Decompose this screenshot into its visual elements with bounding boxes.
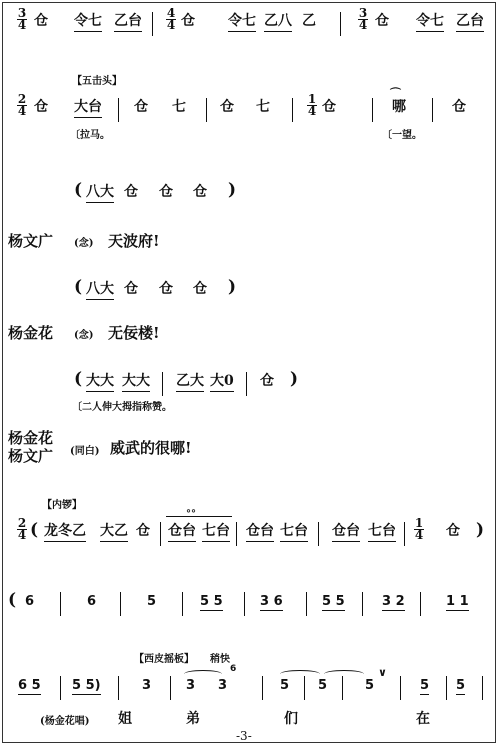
breath-mark: ∨	[378, 666, 387, 679]
score-line-2	[0, 87, 500, 128]
percussion-syllable: 乙台	[456, 12, 484, 32]
close-paren: )	[290, 369, 299, 389]
jianpu-note: 5	[147, 594, 157, 609]
close-paren: )	[476, 520, 485, 540]
close-paren: )	[228, 180, 237, 200]
percussion-syllable: 乙台	[114, 12, 142, 32]
jianpu-note: 5	[456, 678, 466, 693]
jianpu-note: 3	[142, 678, 152, 693]
percussion-syllable: 大0	[210, 372, 234, 392]
barline	[420, 592, 421, 616]
slur	[184, 670, 222, 678]
percussion-syllable: 仓台	[332, 522, 360, 542]
barline	[292, 98, 293, 122]
barline	[304, 676, 305, 700]
section-label: 【五击头】	[72, 76, 122, 87]
barline	[372, 98, 373, 122]
percussion-phrase	[0, 277, 500, 310]
percussion-syllable: 仓	[124, 281, 138, 297]
time-signature: $\frac{3}{4}$	[358, 6, 368, 32]
percussion-syllable: 仓	[136, 523, 150, 539]
barline	[60, 592, 61, 616]
percussion-syllable: 乙	[302, 13, 316, 29]
barline	[162, 372, 163, 396]
jianpu-note: 5 5	[200, 594, 223, 609]
barline	[120, 592, 121, 616]
jianpu-note: 5 5)	[72, 678, 101, 693]
percussion-syllable: 仓	[181, 13, 195, 29]
delivery-mode: (念)	[74, 238, 94, 249]
percussion-syllable: 仓	[193, 184, 207, 200]
percussion-syllable: 令七	[74, 12, 102, 32]
percussion-syllable: 八大	[86, 280, 114, 300]
barline	[160, 522, 161, 546]
delivery-mode: (同白)	[70, 446, 100, 457]
percussion-syllable: 八大	[86, 183, 114, 203]
percussion-syllable: 仓	[124, 184, 138, 200]
barline	[118, 98, 119, 122]
barline	[170, 676, 171, 700]
time-signature: $\frac{1}{4}$	[414, 516, 424, 542]
percussion-syllable: 仓台	[168, 522, 196, 542]
delivery-mode: (念)	[74, 330, 94, 341]
score-line-1	[0, 6, 500, 42]
barline	[182, 592, 183, 616]
barline	[404, 522, 405, 546]
percussion-syllable: 仓台	[246, 522, 274, 542]
open-paren: (	[30, 520, 39, 540]
open-paren: (	[8, 590, 17, 610]
character-name: 杨文广	[8, 232, 54, 250]
open-paren: (	[74, 180, 83, 200]
percussion-syllable: 仓	[159, 184, 173, 200]
score-line-8	[0, 664, 500, 706]
barline	[246, 372, 247, 396]
character-name: 杨金花	[8, 324, 54, 342]
percussion-syllable: 七	[256, 99, 270, 115]
jianpu-note: 6 5	[18, 678, 41, 693]
jianpu-note: 6	[25, 594, 35, 609]
percussion-syllable: 仓	[134, 99, 148, 115]
stage-direction: 〔一望。	[382, 130, 422, 141]
spoken-line: 无佞楼!	[108, 324, 160, 342]
percussion-syllable: 乙大	[176, 372, 204, 392]
close-paren: )	[228, 277, 237, 297]
time-signature: $\frac{4}{4}$	[166, 6, 176, 32]
barline	[400, 676, 401, 700]
jianpu-note: 3	[218, 678, 228, 693]
spoken-line: 天波府!	[108, 232, 160, 250]
section-label: 【西皮摇板】	[134, 654, 194, 665]
grace-note: 6	[230, 664, 237, 674]
barline	[244, 592, 245, 616]
percussion-syllable: 仓	[322, 99, 336, 115]
percussion-syllable: 大大	[122, 372, 150, 392]
stage-direction: 〔二人伸大拇指称赞。	[72, 402, 172, 413]
barline	[262, 676, 263, 700]
barline	[432, 98, 433, 122]
barline	[482, 676, 483, 700]
percussion-syllable: 龙冬乙	[44, 522, 86, 542]
slur	[324, 670, 364, 678]
volta-bracket	[166, 516, 232, 517]
percussion-syllable: 七台	[368, 522, 396, 542]
time-signature: $\frac{1}{4}$	[307, 92, 317, 118]
open-paren: (	[74, 369, 83, 389]
jianpu-note: 5 5	[322, 594, 345, 609]
jianpu-note: 6	[87, 594, 97, 609]
jianpu-note: 3	[186, 678, 196, 693]
lyric: 姐	[118, 711, 132, 727]
barline	[306, 592, 307, 616]
percussion-syllable: 大台	[74, 98, 102, 118]
page-number: -3-	[236, 729, 252, 743]
percussion-syllable: 仓	[34, 13, 48, 29]
percussion-syllable: 仓	[452, 99, 466, 115]
fermata-mark: ⌒	[390, 87, 401, 100]
percussion-syllable: 七台	[280, 522, 308, 542]
jianpu-note: 5	[318, 678, 328, 693]
repeat-dots: °°	[186, 509, 196, 520]
jianpu-note: 3 6	[260, 594, 283, 609]
percussion-syllable: 大乙	[100, 522, 128, 542]
percussion-syllable: 仓	[220, 99, 234, 115]
time-signature: $\frac{3}{4}$	[17, 6, 27, 32]
barline	[318, 522, 319, 546]
barline	[446, 676, 447, 700]
percussion-syllable: 仓	[193, 281, 207, 297]
lyric: 弟	[186, 711, 200, 727]
percussion-syllable: 七台	[202, 522, 230, 542]
score-line-6	[0, 509, 500, 552]
score-line-7	[0, 592, 500, 622]
percussion-syllable: 大大	[86, 372, 114, 392]
slur	[280, 670, 320, 678]
jianpu-note: 3 2	[382, 594, 405, 609]
section-label: 【内锣】	[42, 500, 82, 511]
jianpu-note: 5	[280, 678, 290, 693]
barline	[362, 592, 363, 616]
character-name: 杨金花	[8, 429, 54, 447]
lyric: 在	[416, 711, 430, 727]
stage-direction: 〔拉马。	[70, 130, 110, 141]
barline	[342, 676, 343, 700]
jianpu-note: 5	[365, 678, 375, 693]
lyric: 们	[284, 711, 298, 727]
barline	[206, 98, 207, 122]
tempo-marking: 稍快	[210, 654, 230, 665]
percussion-syllable: 仓	[375, 13, 389, 29]
barline	[340, 12, 341, 36]
barline	[60, 676, 61, 700]
percussion-syllable: 令七	[416, 12, 444, 32]
jianpu-note: 5	[420, 678, 430, 693]
percussion-syllable: 仓	[260, 373, 274, 389]
barline	[236, 522, 237, 546]
percussion-syllable: 仓	[159, 281, 173, 297]
time-signature: $\frac{2}{4}$	[17, 516, 27, 542]
spoken-line: 威武的很哪!	[110, 439, 192, 457]
percussion-syllable: 乙八	[264, 12, 292, 32]
time-signature: $\frac{2}{4}$	[17, 92, 27, 118]
barline	[152, 12, 153, 36]
percussion-syllable: 仓	[446, 523, 460, 539]
open-paren: (	[74, 277, 83, 297]
percussion-phrase	[0, 180, 500, 213]
percussion-syllable: 仓	[34, 99, 48, 115]
singer-cue: (杨金花唱)	[40, 716, 90, 727]
percussion-syllable: 令七	[228, 12, 256, 32]
barline	[118, 676, 119, 700]
percussion-syllable: 哪	[392, 99, 406, 115]
jianpu-note: 1 1	[446, 594, 469, 609]
percussion-syllable: 七	[172, 99, 186, 115]
character-name: 杨文广	[8, 447, 54, 465]
